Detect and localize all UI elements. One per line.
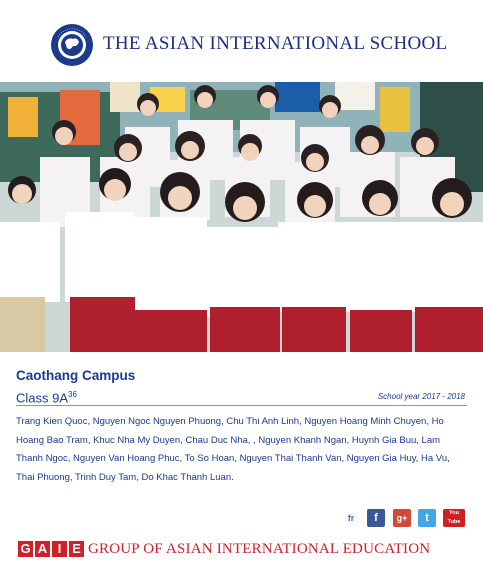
divider — [16, 405, 467, 406]
header — [0, 0, 483, 82]
youtube-top: You — [449, 510, 459, 516]
class-label: Class 9A — [16, 390, 69, 406]
youtube-bottom: Tube — [447, 519, 461, 525]
student-list: Trang Kien Quoc, Nguyen Ngoc Nguyen Phuong, Chu Thi Anh Linh, Nguyen Hoang Minh Chuyen, Ho Hoang Bao Tram, Khuc Nha My Duyen, Chau Duc Nha, , Nguyen Khanh Ngan, Huynh Gia Buu, Lam Thanh Ngoc, Nguyen Van Hoang Phuc, To So Hoan, Nguyen Thai Thanh Van, Nguyen Gia Huy, Ha Vu, Thai Phuong, Trinh Duy Tam, Do Khac Thanh Luan. — [16, 416, 450, 483]
campus-name: Caothang Campus — [16, 368, 136, 383]
class-name — [16, 390, 77, 405]
school-name: THE ASIAN INTERNATIONAL SCHOOL — [103, 33, 448, 54]
class-number: 36 — [68, 390, 77, 399]
youtube-icon[interactable] — [443, 509, 465, 527]
gaie-letter: I — [52, 541, 67, 557]
school-year: School year 2017 - 2018 — [377, 392, 465, 401]
school-logo-icon[interactable] — [50, 23, 94, 67]
google-plus-icon[interactable]: g+ — [393, 509, 411, 527]
fr-icon[interactable]: fr — [342, 509, 360, 527]
motion-sign — [275, 82, 320, 112]
footer-brand[interactable] — [18, 541, 430, 559]
class-photo — [0, 82, 483, 352]
poster — [8, 97, 38, 137]
facebook-icon[interactable]: f — [367, 509, 385, 527]
gaie-letter: G — [18, 541, 33, 557]
gaie-letter: E — [69, 541, 84, 557]
gaie-letter: A — [35, 541, 50, 557]
group-name: GROUP OF ASIAN INTERNATIONAL EDUCATION — [88, 541, 431, 557]
twitter-icon[interactable]: t — [418, 509, 436, 527]
